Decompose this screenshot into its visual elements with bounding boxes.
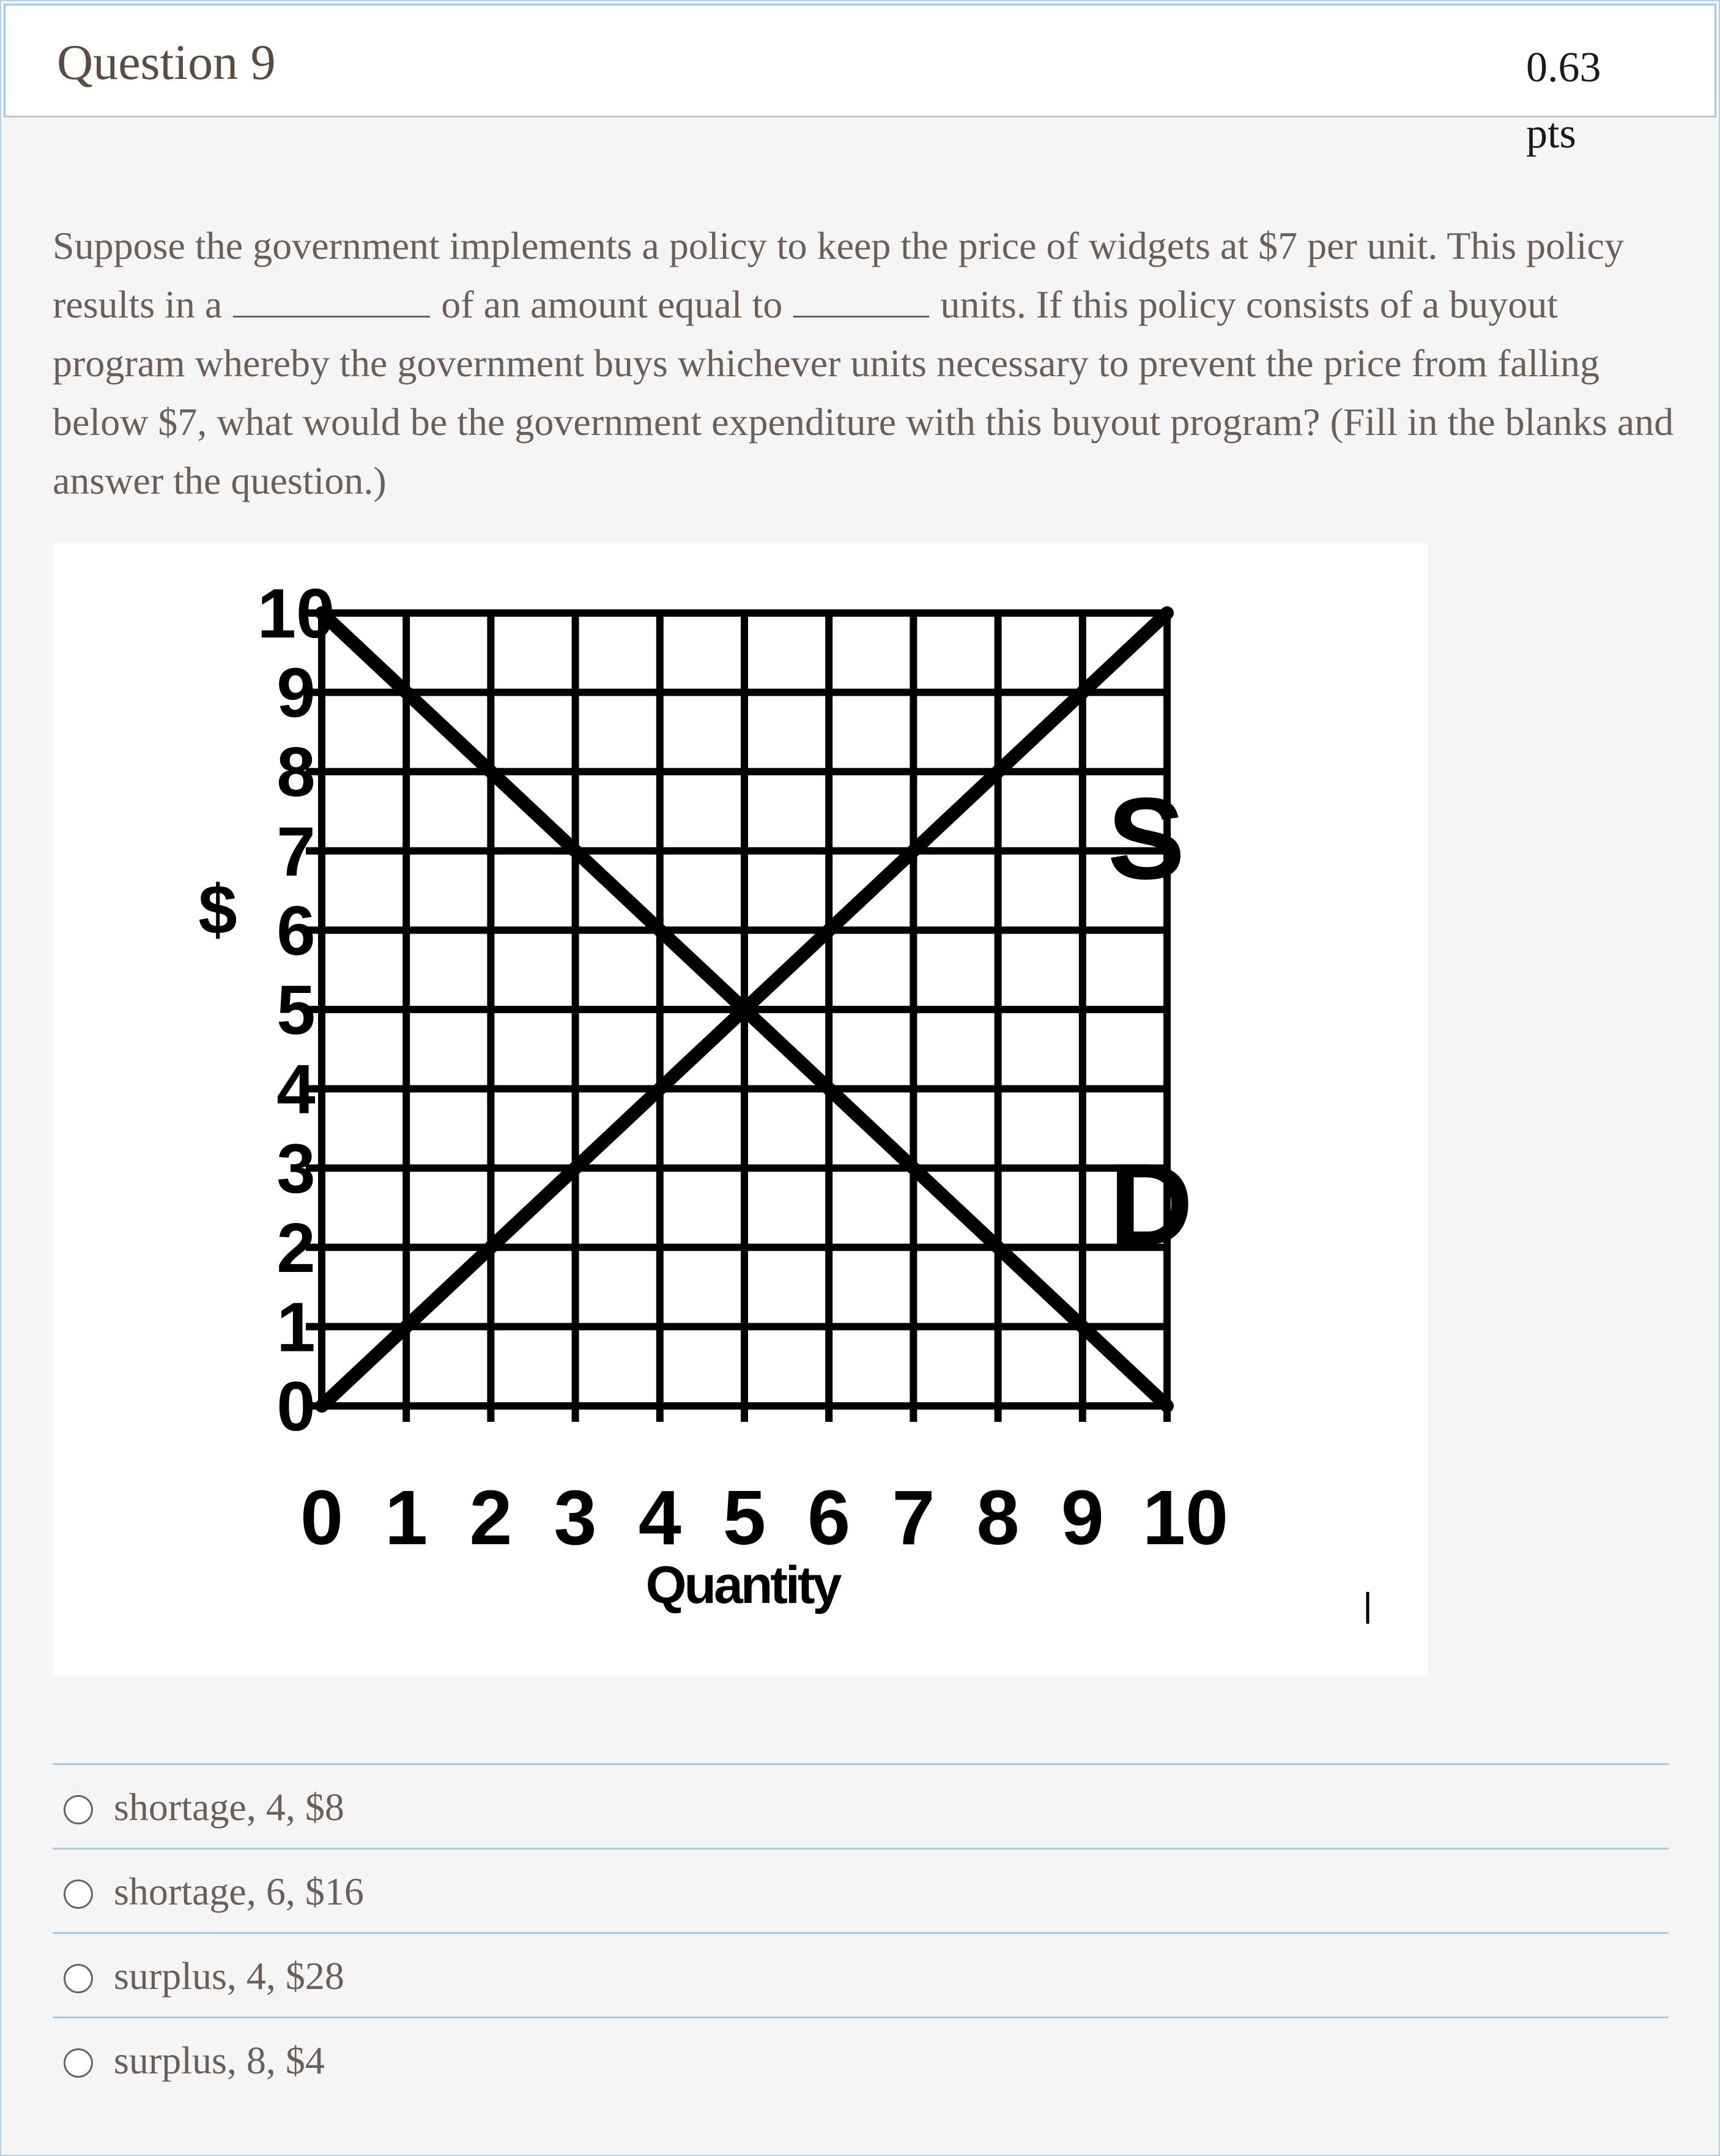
y-tick-label: 6	[276, 892, 316, 970]
answer-list	[53, 1763, 1669, 2101]
x-tick-label: 7	[892, 1474, 935, 1561]
answer-option[interactable]	[53, 2017, 1669, 2101]
blank-2	[793, 278, 929, 318]
x-tick-label: 6	[807, 1474, 851, 1561]
x-tick-label: 5	[722, 1474, 766, 1561]
y-tick-label: 10	[257, 575, 335, 653]
x-axis-label: Quantity	[645, 1556, 840, 1615]
x-tick-label: 0	[300, 1474, 344, 1561]
y-tick-label: 9	[276, 654, 316, 732]
series-label-d: D	[1109, 1140, 1193, 1269]
radio-button[interactable]	[64, 2048, 93, 2078]
y-tick-label: 2	[276, 1209, 316, 1287]
blank-1	[233, 278, 430, 318]
x-tick-label: 8	[976, 1474, 1020, 1561]
radio-button[interactable]	[64, 1879, 93, 1909]
question-title: Question 9	[57, 34, 276, 90]
y-tick-label: 3	[276, 1130, 316, 1208]
answer-option[interactable]	[53, 1763, 1669, 1848]
y-tick-label: 1	[276, 1288, 316, 1367]
answer-label: surplus, 4, $28	[114, 1954, 344, 1998]
points-label	[1526, 35, 1648, 167]
y-tick-label: 7	[276, 812, 316, 891]
prompt-text-part3: units. If this policy consists of a buyout program whereby the government buys whichever units necessary to prevent the price from falling below $7, what would be the government expenditure with this buyout program? (Fill in the blanks and answer the question.)	[53, 283, 1674, 502]
series-label-s: S	[1107, 774, 1185, 904]
points-unit: pts	[1526, 110, 1576, 157]
x-tick-label: 10	[1142, 1474, 1229, 1561]
radio-button[interactable]	[64, 1964, 93, 1993]
y-tick-label: 0	[276, 1368, 316, 1446]
y-axis-label: $	[198, 871, 237, 949]
y-tick-label: 4	[276, 1050, 316, 1129]
x-tick-label: 2	[469, 1474, 513, 1561]
x-tick-label: 9	[1061, 1474, 1104, 1561]
answer-label: shortage, 4, $8	[114, 1785, 344, 1829]
y-tick-label: 8	[276, 734, 316, 812]
question-prompt	[53, 217, 1680, 510]
answer-label: surplus, 8, $4	[114, 2039, 325, 2082]
y-tick-label: 5	[276, 972, 316, 1049]
supply-demand-chart	[53, 543, 1428, 1676]
question-header	[4, 4, 1716, 157]
x-tick-label: 4	[638, 1474, 681, 1561]
x-tick-label: 3	[554, 1474, 597, 1561]
answer-label: shortage, 6, $16	[114, 1870, 364, 1913]
prompt-text-part1: Suppose the government implements a policy to keep the price of widgets at $7 per unit. This policy results in a	[53, 224, 1624, 326]
supply-demand-figure	[53, 543, 1428, 1676]
x-tick-label: 1	[385, 1474, 428, 1561]
points-value: 0.63	[1526, 44, 1601, 91]
answer-option[interactable]	[53, 1932, 1669, 2017]
radio-button[interactable]	[64, 1795, 93, 1824]
answer-option[interactable]	[53, 1848, 1669, 1932]
prompt-text-part2: of an amount equal to	[441, 283, 783, 326]
